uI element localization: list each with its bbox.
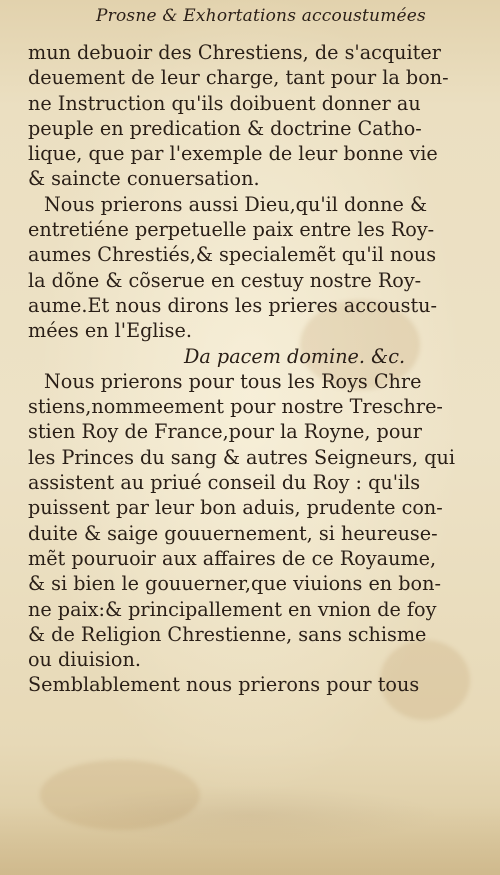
text-line: aumes Chrestiés,& specialemẽt qu'il nous	[28, 243, 437, 267]
text-line: mées en l'Eglise.	[28, 319, 192, 343]
text-line: ne paix:& principallement en vnion de foy	[28, 597, 437, 621]
paragraph-start-line: Nous prierons aussi Dieu,qu'il donne &	[44, 192, 428, 216]
catchword-line: Semblablement nous prierons pour tous	[28, 673, 420, 697]
text-line: les Princes du sang & autres Seigneurs, qui	[28, 445, 455, 469]
text-line: mẽt pouruoir aux affaires de ce Royaume,	[28, 546, 437, 570]
text-line: stiens,nommeement pour nostre Treschre-	[28, 395, 443, 419]
text-line: & de Religion Chrestienne, sans schisme	[28, 622, 427, 646]
body-text	[28, 40, 488, 698]
text-line: entretiéne perpetuelle paix entre les Roy-	[28, 218, 435, 242]
text-line: duite & saige gouuernement, si heureuse-	[28, 521, 438, 545]
text-line: ne Instruction qu'ils doibuent donner au	[28, 91, 421, 115]
text-line: deuement de leur charge, tant pour la bon-	[28, 66, 449, 90]
text-line: & si bien le gouuerner,que viuions en bon-	[28, 572, 441, 596]
text-line: mun debuoir des Chrestiens, de s'acquiter	[28, 41, 441, 64]
text-line: puissent par leur bon aduis, prudente con-	[28, 496, 443, 520]
text-line: assistent au priué conseil du Roy : qu'ils	[28, 471, 421, 495]
paragraph-start-line: Nous prierons pour tous les Roys Chre	[44, 369, 422, 393]
text-line: stien Roy de France,pour la Royne, pour	[28, 420, 422, 444]
text-line: lique, que par l'exemple de leur bonne vie	[28, 142, 438, 166]
running-head: Prosne & Exhortations accoustumées	[96, 6, 426, 26]
text-line: peuple en predication & doctrine Catho-	[28, 116, 422, 140]
text-line: la dõne & cõserue en cestuy nostre Roy-	[28, 268, 422, 292]
text-line: aume.Et nous dirons les prieres accoustu-	[28, 293, 438, 317]
page-bottom-edge	[0, 805, 500, 875]
text-line: ou diuision.	[28, 648, 141, 672]
liturgical-versicle: Da pacem domine. &c.	[184, 344, 406, 368]
text-line: & saincte conuersation.	[28, 167, 260, 191]
